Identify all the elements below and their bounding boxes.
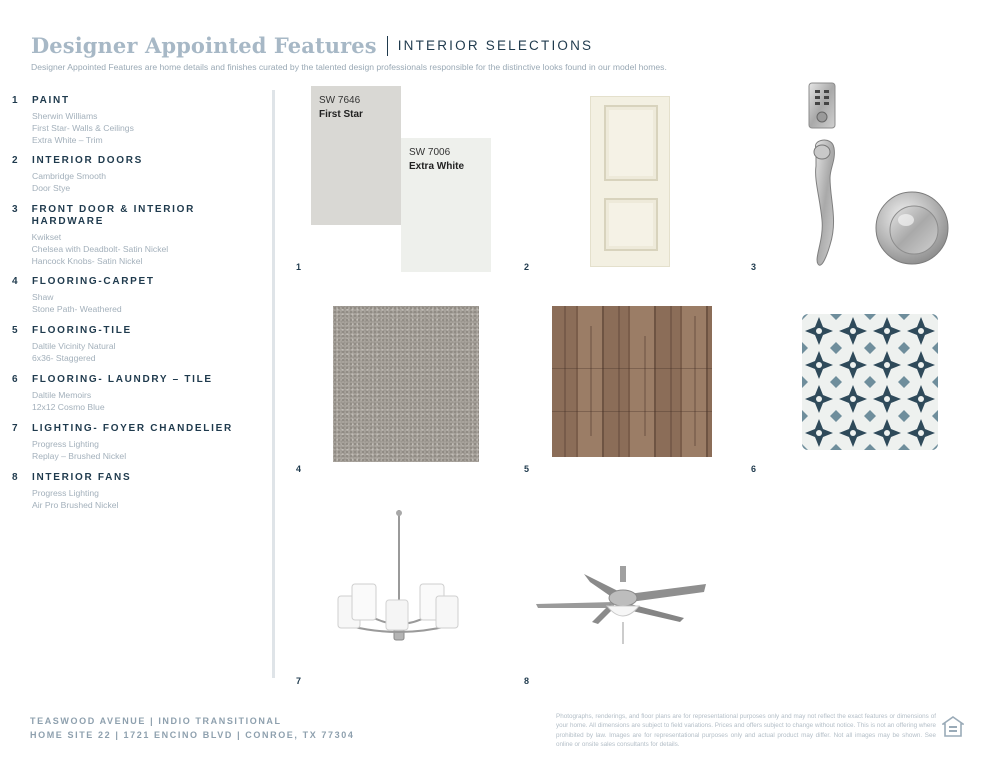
paint-swatch-extra-white (401, 138, 491, 272)
feature-number: 4 (12, 276, 18, 287)
feature-item-laundry-tile (12, 374, 267, 413)
feature-detail: Door Stye (32, 183, 71, 193)
image-number: 4 (296, 464, 302, 474)
feature-number: 7 (12, 423, 18, 434)
feature-number: 8 (12, 472, 18, 483)
community-info (30, 714, 354, 742)
page-subtitle: INTERIOR SELECTIONS (397, 38, 594, 53)
image-number: 1 (296, 262, 302, 272)
feature-detail: Chelsea with Deadbolt- Satin Nickel (31, 244, 169, 254)
feature-name: INTERIOR DOORS (32, 155, 144, 166)
wood-grain (564, 306, 566, 457)
image-number: 3 (751, 262, 757, 272)
swatch-name: First Star (319, 109, 363, 120)
page-title: Designer Appointed Features (31, 33, 377, 58)
image-number: 6 (751, 464, 757, 474)
feature-item-hardware (12, 204, 267, 267)
feature-detail: 12x12 Cosmo Blue (32, 402, 105, 412)
feature-detail: Progress Lighting (32, 488, 99, 498)
ceiling-fan-icon (534, 564, 710, 648)
feature-name: PAINT (32, 95, 70, 106)
pattern-tile-svg (802, 314, 938, 450)
wood-grain (644, 336, 646, 436)
swatch-name: Extra White (409, 161, 465, 172)
plank-seam (552, 411, 712, 412)
feature-item-paint (12, 95, 267, 146)
feature-detail: Stone Path- Weathered (32, 304, 122, 314)
wood-grain (618, 306, 620, 457)
feature-number: 3 (12, 204, 18, 215)
feature-name: FRONT DOOR & INTERIOR HARDWARE (31, 204, 196, 227)
feature-number: 6 (12, 374, 18, 385)
intro-text: Designer Appointed Features are home details and finishes curated by the talented design professionals responsible for the distinctive looks found in our model homes. (31, 62, 667, 72)
image-number: 5 (524, 464, 530, 474)
feature-name: INTERIOR FANS (32, 472, 132, 483)
title-divider (387, 36, 388, 56)
feature-list (12, 95, 267, 511)
wood-grain (670, 306, 672, 457)
feature-name: FLOORING-CARPET (32, 276, 155, 287)
legal-disclaimer: Photographs, renderings, and floor plans are for representational purposes only and may not reflect the exact features or dimensions of your home. All dimensions are subject to field variations. Prices and offers subject to change without notice. This is not an offering where prohibited by law. Images are for representational purposes only and actual product may differ. Not all images may be shown. See online or onsite sales consultants for details. (556, 713, 936, 748)
feature-number: 2 (12, 155, 18, 166)
door-upper-panel (604, 105, 658, 181)
chandelier-icon (330, 508, 465, 653)
plank-seam (552, 368, 712, 369)
feature-detail: Kwikset (31, 232, 62, 242)
swatch-code: SW 7646 (319, 95, 361, 106)
door-lower-panel (604, 198, 658, 251)
feature-detail: Progress Lighting (32, 439, 99, 449)
feature-item-chandelier (12, 423, 267, 462)
wood-grain (694, 316, 696, 446)
feature-detail: Extra White – Trim (32, 135, 103, 145)
feature-detail: Daltile Memoirs (32, 390, 92, 400)
feature-item-interior-doors (12, 155, 267, 194)
feature-detail: Cambridge Smooth (32, 171, 107, 181)
carpet-swatch (333, 306, 479, 462)
feature-detail: Sherwin Williams (32, 111, 98, 121)
feature-item-carpet (12, 276, 267, 315)
feature-detail: 6x36- Staggered (32, 353, 96, 363)
image-number: 2 (524, 262, 530, 272)
pattern-tile-swatch (802, 314, 938, 450)
community-line: TEASWOOD AVENUE | INDIO TRANSITIONAL (30, 716, 282, 726)
feature-number: 1 (12, 95, 18, 106)
feature-item-fans (12, 472, 267, 511)
address-line: HOME SITE 22 | 1721 ENCINO BLVD | CONROE, TX 77304 (30, 730, 355, 740)
feature-name: FLOORING- LAUNDRY – TILE (32, 374, 213, 385)
swatch-code: SW 7006 (409, 147, 451, 158)
door-icon (590, 96, 670, 267)
door-hardware-icon (800, 80, 955, 272)
feature-detail: Shaw (32, 292, 54, 302)
paint-swatch-first-star (311, 86, 401, 225)
wood-tile-swatch (552, 306, 712, 457)
feature-item-tile (12, 325, 267, 364)
feature-detail: Daltile Vicinity Natural (32, 341, 116, 351)
image-number: 7 (296, 676, 302, 686)
feature-name: LIGHTING- FOYER CHANDELIER (32, 423, 233, 434)
page-header (31, 33, 593, 58)
feature-name: FLOORING-TILE (32, 325, 132, 336)
feature-detail: Replay – Brushed Nickel (32, 451, 127, 461)
image-number: 8 (524, 676, 530, 686)
equal-housing-icon (942, 716, 964, 738)
feature-detail: Hancock Knobs- Satin Nickel (31, 256, 143, 266)
wood-grain (590, 326, 592, 436)
feature-detail: First Star- Walls & Ceilings (32, 123, 134, 133)
vertical-divider (272, 90, 275, 678)
feature-number: 5 (12, 325, 18, 336)
feature-detail: Air Pro Brushed Nickel (32, 500, 119, 510)
